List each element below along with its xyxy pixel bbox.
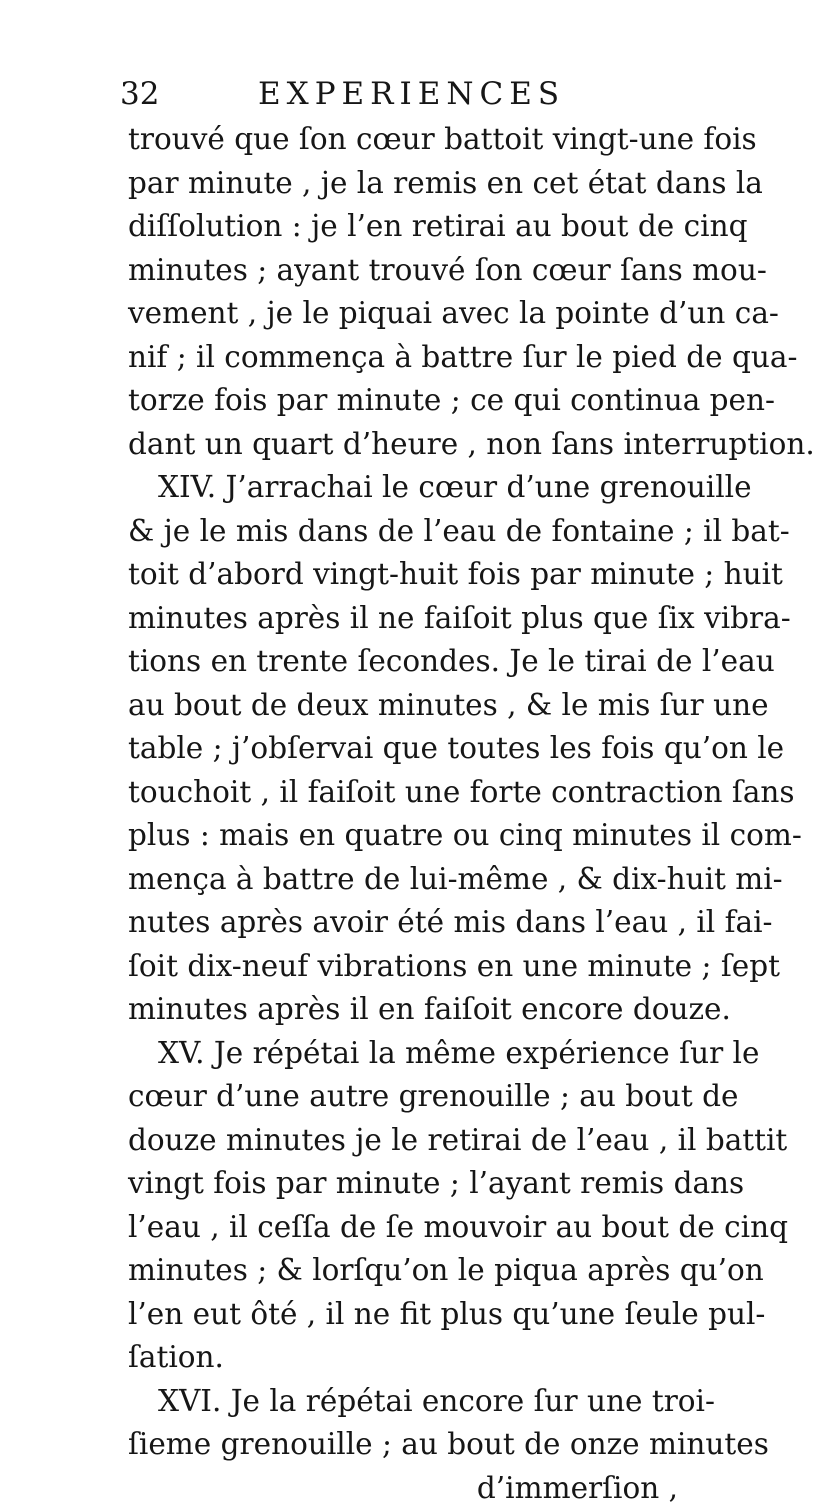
text-line: plus : mais en quatre ou cinq minutes il com- xyxy=(128,814,678,858)
text-line: au bout de deux minutes , & le mis ſur une xyxy=(128,684,678,728)
text-line: l’eau , il ceſſa de ſe mouvoir au bout de cinq xyxy=(128,1206,678,1250)
text-line: cœur d’une autre grenouille ; au bout de xyxy=(128,1075,678,1119)
text-line: vement , je le piquai avec la pointe d’un ca- xyxy=(128,292,678,336)
text-line: mença à battre de lui-même , & dix-huit mi- xyxy=(128,858,678,902)
text-line: nif ; il commença à battre ſur le pied de qua- xyxy=(128,336,678,380)
text-line: trouvé que ſon cœur battoit vingt-une fois xyxy=(128,118,678,162)
running-head: EXPERIENCES xyxy=(258,72,565,116)
text-line: minutes après il en faiſoit encore douze. xyxy=(128,988,678,1032)
paragraph-xiv-start: XIV. J’arrachai le cœur d’une grenouille xyxy=(128,466,678,510)
catchword: d’immerſion , xyxy=(128,1467,678,1510)
text-line: minutes après il ne faiſoit plus que ſix vibra- xyxy=(128,597,678,641)
text-line: minutes ; & lorſqu’on le piqua après qu’on xyxy=(128,1249,678,1293)
text-line: ſation. xyxy=(128,1336,678,1380)
page-header xyxy=(120,72,680,116)
body-text xyxy=(128,118,678,1510)
text-line: toit d’abord vingt-huit fois par minute ; huit xyxy=(128,553,678,597)
text-line: ſoit dix-neuf vibrations en une minute ; ſept xyxy=(128,945,678,989)
text-line: dant un quart d’heure , non ſans interruption. xyxy=(128,423,678,467)
text-line: minutes ; ayant trouvé ſon cœur ſans mou- xyxy=(128,249,678,293)
text-line: tions en trente ſecondes. Je le tirai de l’eau xyxy=(128,640,678,684)
text-line: ſieme grenouille ; au bout de onze minutes xyxy=(128,1423,678,1467)
text-line: & je le mis dans de l’eau de fontaine ; il bat- xyxy=(128,510,678,554)
text-line: diſſolution : je l’en retirai au bout de cinq xyxy=(128,205,678,249)
text-line: vingt fois par minute ; l’ayant remis dans xyxy=(128,1162,678,1206)
text-line: douze minutes je le retirai de l’eau , il battit xyxy=(128,1119,678,1163)
paragraph-xv-start: XV. Je répétai la même expérience ſur le xyxy=(128,1032,678,1076)
paragraph-xvi-start: XVI. Je la répétai encore ſur une troi- xyxy=(128,1380,678,1424)
text-line: torze fois par minute ; ce qui continua pen- xyxy=(128,379,678,423)
text-line: table ; j’obſervai que toutes les fois qu’on le xyxy=(128,727,678,771)
text-line: nutes après avoir été mis dans l’eau , il fai- xyxy=(128,901,678,945)
text-line: l’en eut ôté , il ne fit plus qu’une ſeule pul- xyxy=(128,1293,678,1337)
page-number: 32 xyxy=(120,72,159,116)
text-line: par minute , je la remis en cet état dans la xyxy=(128,162,678,206)
text-line: touchoit , il faiſoit une forte contraction ſans xyxy=(128,771,678,815)
